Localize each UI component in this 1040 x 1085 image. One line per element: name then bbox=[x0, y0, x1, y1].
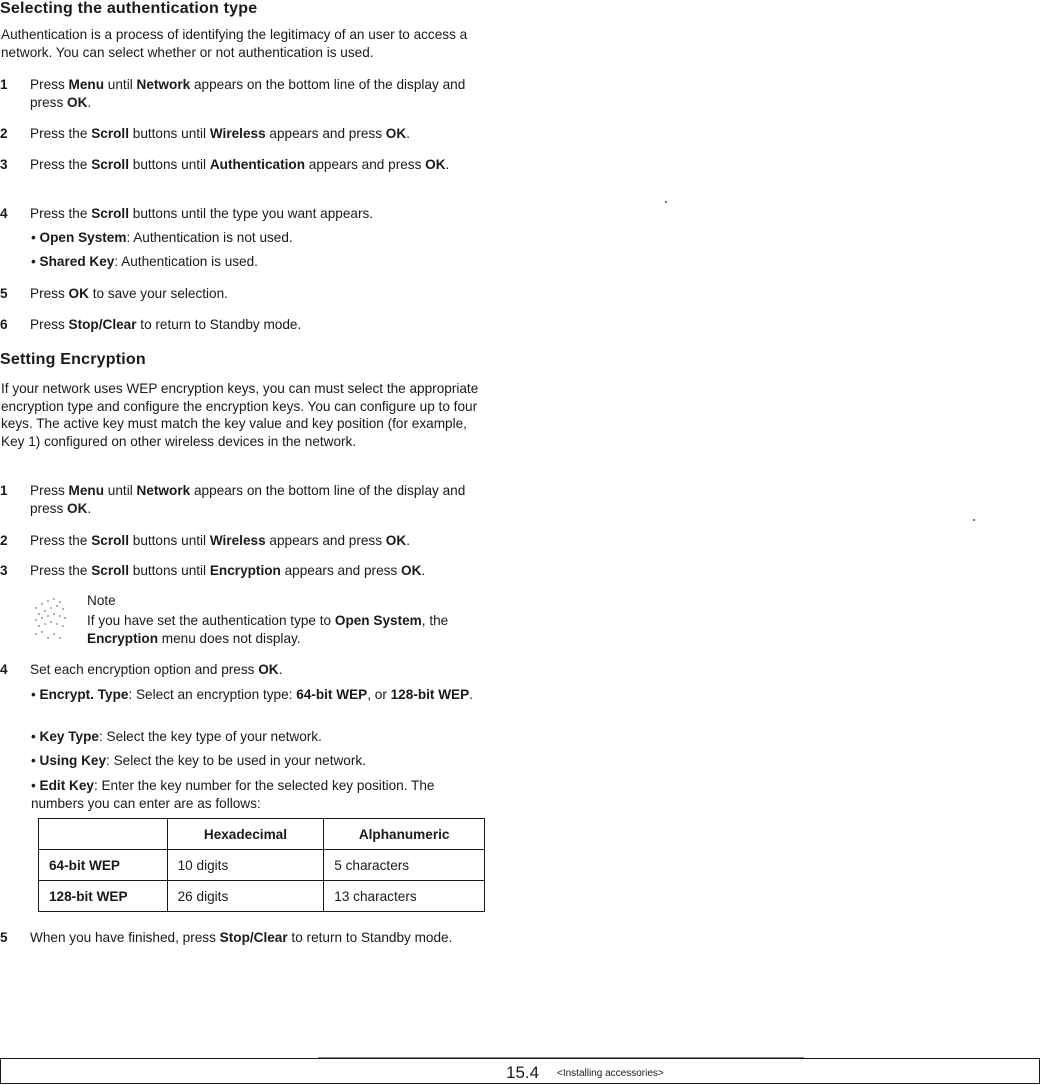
step-number: 6 bbox=[0, 317, 8, 332]
enc-option-key-type: • Key Type: Select the key type of your network. bbox=[31, 729, 322, 744]
enc-option-using-key: • Using Key: Select the key to be used in your network. bbox=[31, 753, 366, 768]
step-number: 2 bbox=[0, 126, 8, 141]
auth-option-open-system: • Open System: Authentication is not used. bbox=[31, 230, 293, 245]
table-cell: 26 digits bbox=[167, 881, 324, 912]
enc-option-edit-key: • Edit Key: Enter the key number for the selected key position. The numbers you can enter are as follows: bbox=[31, 778, 435, 811]
auth-option-shared-key: • Shared Key: Authentication is used. bbox=[31, 254, 258, 269]
step-number: 3 bbox=[0, 157, 8, 172]
table-row bbox=[39, 881, 485, 912]
step-text: Press the Scroll buttons until the type you want appears. bbox=[30, 206, 374, 221]
table-cell: 128-bit WEP bbox=[39, 881, 168, 912]
scan-speck bbox=[973, 519, 975, 521]
step-number: 2 bbox=[0, 533, 8, 548]
table-header bbox=[39, 819, 168, 850]
step-number: 5 bbox=[0, 930, 8, 945]
step-text: Press Stop/Clear to return to Standby mode. bbox=[30, 317, 302, 332]
step-number: 4 bbox=[0, 206, 8, 221]
step-number: 5 bbox=[0, 286, 8, 301]
intro-authentication: Authentication is a process of identifying the legitimacy of an user to access a network. You can select whether or not authentication is used. bbox=[1, 27, 468, 60]
table-header: Hexadecimal bbox=[167, 819, 324, 850]
note-box bbox=[30, 592, 482, 654]
step-text: Press the Scroll buttons until Wireless appears and press OK. bbox=[30, 126, 410, 141]
scan-speck bbox=[665, 201, 667, 203]
page-number: 15.4 bbox=[506, 1063, 540, 1082]
page-footer bbox=[0, 1058, 1040, 1084]
step-number: 3 bbox=[0, 563, 8, 578]
step-text: Press the Scroll buttons until Wireless appears and press OK. bbox=[30, 533, 410, 548]
step-text: Press Menu until Network appears on the bottom line of the display and press OK. bbox=[30, 77, 466, 110]
step-number: 1 bbox=[0, 483, 8, 498]
section-title-authentication: Selecting the authentication type bbox=[0, 0, 258, 17]
step-text: Press Menu until Network appears on the bottom line of the display and press OK. bbox=[30, 483, 466, 516]
table-cell: 10 digits bbox=[167, 850, 324, 881]
key-length-table bbox=[38, 818, 485, 912]
section-title-encryption: Setting Encryption bbox=[0, 351, 146, 368]
table-header-row bbox=[39, 819, 485, 850]
step-number: 4 bbox=[0, 662, 8, 677]
enc-option-encrypt-type: • Encrypt. Type: Select an encryption type: 64-bit WEP, or 128-bit WEP. bbox=[31, 687, 473, 702]
step-text: Press the Scroll buttons until Authentication appears and press OK. bbox=[30, 157, 450, 172]
note-text: If you have set the authentication type to Open System, the Encryption menu does not display. bbox=[87, 613, 449, 646]
table-header: Alphanumeric bbox=[324, 819, 485, 850]
table-cell: 5 characters bbox=[324, 850, 485, 881]
step-text: Set each encryption option and press OK. bbox=[30, 662, 283, 677]
note-icon bbox=[30, 594, 70, 644]
table-cell: 64-bit WEP bbox=[39, 850, 168, 881]
step-text: Press OK to save your selection. bbox=[30, 286, 228, 301]
section-name: <Installing accessories> bbox=[557, 1068, 664, 1079]
table-cell: 13 characters bbox=[324, 881, 485, 912]
step-number: 1 bbox=[0, 77, 8, 92]
note-label: Note bbox=[87, 593, 116, 608]
intro-encryption: If your network uses WEP encryption keys, you can must select the appropriate encryption type and configure the encryption keys. You can configure up to four keys. The active key must match the key value and key position (for example, Key 1) configured on other wireless devices in the network. bbox=[1, 381, 479, 449]
table-row bbox=[39, 850, 485, 881]
step-text: When you have finished, press Stop/Clear to return to Standby mode. bbox=[30, 930, 453, 945]
step-text: Press the Scroll buttons until Encryption appears and press OK. bbox=[30, 563, 426, 578]
